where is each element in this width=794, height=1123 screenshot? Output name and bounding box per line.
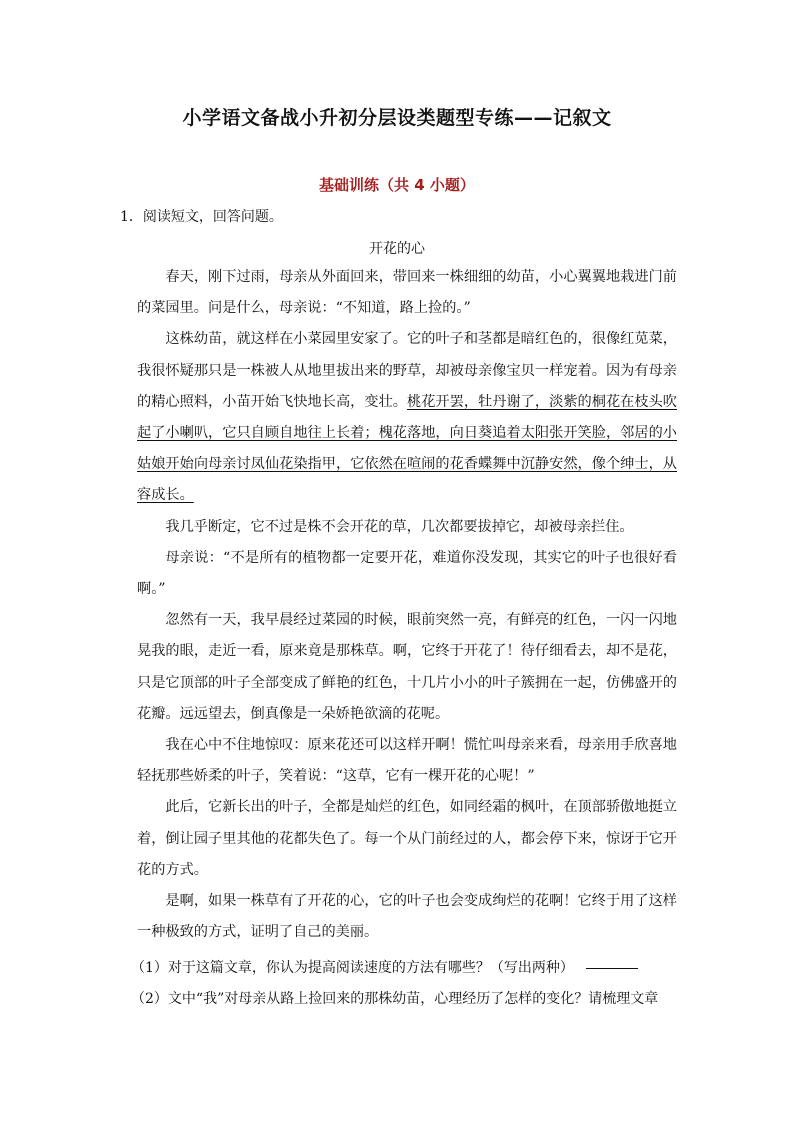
paragraph-3: 我几乎断定，它不过是株不会开花的草，几次都要拔掉它，却被母亲拦住。 (165, 518, 634, 535)
section-heading: 基础训练（共 4 小题） (319, 176, 475, 194)
question-instruction: 阅读短文，回答问题。 (142, 209, 283, 225)
answer-blank[interactable] (586, 968, 638, 969)
paragraph-4: 母亲说：“不是所有的植物都一定要开花，难道你没发现，其实它的叶子也很好看啊。” (137, 549, 677, 598)
paragraph-1: 春天，刚下过雨，母亲从外面回来，带回来一株细细的幼苗，小心翼翼地栽进门前的菜园里。问是什么，母亲说：“不知道，路上捡的。” (137, 269, 677, 317)
paragraph-2-text: 这株幼苗，就这样在小菜园里安家了。它的叶子和茎都是暗红色的，很像红苋菜，我很怀疑那只是一株被人从地里拔出来的野草，却被母亲像宝贝一样宠着。因为有母亲的精心照料，小苗开始飞快地长高，变壮。 (137, 331, 677, 410)
paragraph-5: 忽然有一天，我早晨经过菜园的时候，眼前突然一亮，有鲜亮的红色，一闪一闪地晃我的眼，走近一看，原来竟是那株草。啊，它终于开花了！待仔细看去，却不是花，只是它顶部的叶子全部变成了鲜艳的红色，十几片小小的叶子簇拥在一起，仿佛盛开的花瓣。远远望去，倒真像是一朵娇艳欲滴的花呢。 (137, 612, 677, 722)
question-number: 1． (120, 209, 143, 225)
passage-title: 开花的心 (369, 241, 425, 257)
paragraph-2 (137, 324, 677, 511)
sub-question-1 (131, 957, 638, 977)
paragraph-7: 此后，它新长出的叶子，全都是灿烂的红色，如同经霜的枫叶，在顶部骄傲地挺立着，倒让园子里其他的花都失色了。每一个从门前经过的人，都会停下来，惊讶于它开花的方式。 (137, 799, 677, 878)
question-1-line (120, 206, 283, 226)
sub-question-2: （2）文中“我”对母亲从路上捡回来的那株幼苗，心理经历了怎样的变化？请梳理文章 (131, 991, 659, 1007)
passage-body (137, 262, 677, 948)
paragraph-6: 我在心中不住地惊叹：原来花还可以这样开啊！慌忙叫母亲来看，母亲用手欣喜地轻抚那些娇柔的叶子，笑着说：“这草，它有一棵开花的心呢！” (137, 737, 677, 785)
underlined-passage: 桃花开罢，牡丹谢了，淡紫的桐花在枝头吹起了小喇叭，它只自顾自地往上长着；槐花落地，向日葵追着太阳张开笑脸，邻居的小姑娘开始向母亲讨凤仙花染指甲，它依然在喧闹的花香蝶舞中沉静安然，像个绅士，从容成长。 (137, 393, 677, 504)
paragraph-8: 是啊，如果一株草有了开花的心，它的叶子也会变成绚烂的花啊！它终于用了这样一种极致的方式，证明了自己的美丽。 (137, 893, 677, 941)
document-title: 小学语文备战小升初分层设类题型专练——记叙文 (182, 107, 612, 129)
sub-question-1-text: （1）对于这篇文章，你认为提高阅读速度的方法有哪些？（写出两种） (131, 960, 574, 976)
